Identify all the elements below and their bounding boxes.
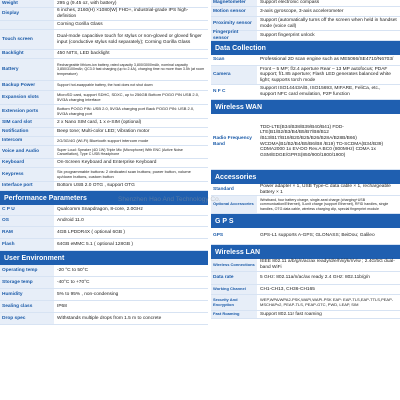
spec-row-sim-card-slot <box>0 119 208 128</box>
spec-row-motion-sensor <box>211 7 400 17</box>
spec-value: Six programmable buttons: 2 dedicated scan buttons; power button, volume up/down buttons, custom button <box>57 168 191 179</box>
spec-label: Extension ports <box>0 105 54 118</box>
spec-row-magnetometer <box>211 0 400 7</box>
spec-value: Support hot-swappable battery, the host does not shut down <box>57 83 153 88</box>
spec-row-ram <box>0 227 208 239</box>
spec-label: SIM card slot <box>0 119 54 127</box>
spec-value: Super Loud: Speaker (4Ω 1W) Triple Mic (Microphone) With ENC (Active Noise Cancellation), Type C USB Headphone <box>57 147 183 156</box>
spec-value: Bottom POGO PIN: USB 2.0, 5V/3A charging port Back POGO PIN: USB 2.0, 5V/3A charging port <box>57 105 195 116</box>
spec-row-flash <box>0 239 208 251</box>
spec-value: Front – 5 MP; f/2.4 aperture Rear – 13 MP autofocus; PDAF support; f/1.85 aperture; Flash LED generates balanced white light; supports torch mode <box>260 66 391 83</box>
spec-label <box>0 21 54 29</box>
spec-label: N F C <box>213 89 226 95</box>
spec-row-data-rate <box>211 272 400 285</box>
spec-label: Flash <box>0 239 54 250</box>
spec-value: Power adapter × 1, USB Type-C data cable × 1, rechargeable battery × 1 <box>260 183 391 195</box>
spec-value: 2 x Nano SIM card, 1 x e-SIM (optional) <box>57 120 142 126</box>
spec-row-extension-ports <box>0 105 208 119</box>
spec-value: IP68 <box>57 303 67 309</box>
spec-label: Proximity sensor <box>211 17 257 30</box>
spec-label: Fingerprint sensor <box>211 31 257 40</box>
spec-row-wireless-connections <box>211 259 400 272</box>
spec-row-interface-port <box>0 182 208 191</box>
spec-value: Qualcomm Snapdragon, 8-core, 2.0GHz <box>57 207 143 213</box>
spec-value: MicroSD card, support SDHC, SDXC, up to 256GB Bottom POGO PIN USB 2.0, 5V/3A charging interface <box>57 91 200 102</box>
spec-value: Dual-mode capacitive touch for stylus or non-gloved or gloved finger input (conductive stylus sold separately); Corning Gorilla Glass <box>57 33 202 45</box>
spec-label: Humidity <box>0 289 54 300</box>
spec-row-touch-screen <box>0 30 208 50</box>
spec-row-proximity-sensor <box>211 17 400 31</box>
spec-value: 6 inches, 2160(H) ×1080(W) FHD+, industrial-grade IPS high-definition <box>57 8 189 19</box>
spec-row-keyboard <box>0 159 208 168</box>
spec-row-voice-and-audio <box>0 146 208 159</box>
spec-row-expansion-slots <box>0 91 208 105</box>
spec-value: 2G/3G/4G (Wi-Fi) Bluetooth support intercom mode <box>57 137 149 143</box>
spec-label: Motion sensor <box>211 7 257 16</box>
spec-row-humidity <box>0 289 208 301</box>
spec-value: IEEE 802.11 a/b/g/n/ac/ax ready/d/e/h/i/j/k/r/v/w ; 2.4G/5G dual-band WiFi <box>260 259 395 270</box>
spec-row-standard <box>211 184 400 196</box>
spec-row-camera <box>211 66 400 85</box>
spec-label: Expansion slots <box>0 91 54 104</box>
spec-value: On-Screen Keyboard and Enterprise Keyboard <box>57 160 157 166</box>
spec-row-backlight <box>0 50 208 59</box>
spec-value: -20 °C to 50°C <box>57 267 89 273</box>
spec-value: Professional 2D scan engine such as ME5066/SE4710/N6703/ <box>260 57 394 63</box>
spec-row-keypress <box>0 168 208 182</box>
spec-label: Data rate <box>211 272 257 284</box>
spec-row-security-and-encryption <box>211 295 400 311</box>
spec-label: Voice and Audio <box>0 146 54 158</box>
section-header-user-environment: User Environment <box>0 251 208 265</box>
section-header-data-collection: Data Collection <box>211 41 400 55</box>
spec-row-corning-gori <box>0 21 208 30</box>
spec-label: Fast Roaming <box>211 311 257 318</box>
spec-label: Operating temp <box>0 265 54 276</box>
spec-row-drop-spec <box>0 313 208 325</box>
spec-value: Support ISO14443A/B, ISO15693, MIFARE, FeliCa, etc., support NFC card emulation, P2P function <box>260 86 381 97</box>
spec-row-weight <box>0 0 208 8</box>
spec-label: Notification <box>0 128 54 136</box>
spec-value: GPS-L1 supports A-GPS; GLONASS; BeiDou; Galileo <box>260 233 375 239</box>
spec-row-working-channel <box>211 285 400 295</box>
section-header-wireless-lan: Wireless LAN <box>211 245 400 259</box>
spec-value: Support (automatically turns off the screen when held in handset mode (voice call) <box>260 17 397 29</box>
spec-value: Rechargeable lithium-ion battery, rated capacity 3,800/3000mAh, nominal capacity 3,850/3100mAh; QC3.0 fast charging (up to 2.4A), charging time no more than 3.5h (at room temperature) <box>57 62 205 76</box>
spec-label: Working Channel <box>211 285 257 294</box>
spec-label: Keypress <box>0 168 54 181</box>
spec-value: Android 11.0 <box>57 218 84 224</box>
spec-label: Interface port <box>0 182 54 190</box>
spec-row-os <box>0 216 208 227</box>
spec-label: Weight <box>0 0 54 7</box>
spec-label: Sealing class <box>0 301 54 312</box>
spec-value: Wristband, four battery charge, single-seat charge (charging+USB communication/Ethernet), 5-unit charge (support Ethernet), RFID handles, single handles, OTG data cable, wireless charging clip, special fingerprint module <box>260 197 389 211</box>
spec-row-radio-frequency-band <box>211 114 400 170</box>
spec-row-n-f-c <box>211 85 400 100</box>
spec-value: 3-axis gyroscope, 3-axis accelerometer <box>260 8 344 14</box>
spec-label: Drop spec <box>0 313 54 324</box>
spec-label: Camera <box>211 66 257 84</box>
spec-row-operating-temp <box>0 265 208 277</box>
spec-label: Display <box>0 8 54 20</box>
spec-label: C P U <box>0 205 54 215</box>
spec-value: Withstands multiple drops from 1.5 m to concrete <box>57 315 162 321</box>
spec-value: WEP,WPA/WPA2-PSK,WAPI,WAPI-PSK EAP: EAP-TLS,EAP-TTLS,PEAP-MSCHAPv2, PEAP-TLS, PEAP-GTC, PWD, LEAP, SIM <box>260 296 394 307</box>
spec-label: Security And Encryption <box>211 295 257 310</box>
section-header-wireless-wan: Wireless WAN <box>211 100 400 114</box>
spec-row-gps <box>211 228 400 245</box>
spec-value: 295 g (9.45 oz, with battery) <box>57 0 117 6</box>
spec-label: Radio Frequency Band <box>213 135 252 147</box>
spec-label: Battery <box>0 59 54 80</box>
section-header-accessories: Accessories <box>211 170 400 184</box>
spec-label: Optional Accessories <box>211 196 257 213</box>
section-header-performance: Performance Parameters <box>0 191 208 205</box>
spec-value: 5 GHz: 802.11a/n/ac/ax ready 2.4 GHz: 802.11b/g/n <box>260 275 370 281</box>
spec-label: OS <box>0 216 54 226</box>
spec-label: Storage temp <box>0 277 54 288</box>
spec-label: Backup Power <box>0 81 54 90</box>
spec-label: Scan <box>213 57 225 63</box>
spec-value: 5% to 95% , non-condensing <box>57 291 119 297</box>
spec-label: Keyboard <box>0 159 54 167</box>
spec-row-storage-temp <box>0 277 208 289</box>
spec-row-display <box>0 8 208 21</box>
spec-label: Wireless Connections <box>211 259 257 271</box>
spec-row-notification <box>0 128 208 137</box>
spec-label: Standard <box>213 186 234 192</box>
spec-value: Corning Gorilla Glass <box>57 22 103 28</box>
spec-value: Support electronic compass <box>260 0 320 6</box>
spec-value: Support fingerprint unlock <box>260 32 315 38</box>
spec-label: Magnetometer <box>211 0 257 6</box>
spec-label: Backlight <box>0 50 54 58</box>
spec-value: -40°C to +70°C <box>57 279 90 285</box>
spec-value: Bottom USB 2.0 OTG , support OTG <box>57 183 135 189</box>
spec-row-intercom <box>0 137 208 146</box>
section-header-gps: G P S <box>211 214 400 228</box>
spec-row-scan <box>211 55 400 66</box>
spec-row-fast-roaming <box>211 311 400 319</box>
spec-row-c-p-u <box>0 205 208 216</box>
spec-value: 450 NITS, LED backlight <box>57 51 110 57</box>
spec-value: Beep tone; Multi-color LED; Vibration motor <box>57 129 150 135</box>
spec-value: 4GB LPDDR4X ( optional 6GB ) <box>57 229 125 235</box>
spec-row-fingerprint-sensor <box>211 31 400 41</box>
spec-label: RAM <box>0 227 54 238</box>
spec-value: TDD-LTE(B34/B38/B39/B40/B41) FDD-LTE(B1/B2/B3/B4/B5/B7/B8/B12 /B13/B17/B19/B20/B25/B26/B28A/B28B/B66) WCDMA(B1/B2/B4/B5/B6/B8 /B19) TD-SCDMA(B34/B39) CDMA2000 1x EV-DO Rev.A BC0 (800MHz) CDMA 1x GSM/EDGE/GPRS(850/900/1800/1900) <box>260 124 384 158</box>
spec-row-battery <box>0 59 208 81</box>
spec-row-backup-power <box>0 81 208 91</box>
spec-value: CH1-CH13, CH36-CH165 <box>260 286 315 292</box>
spec-row-sealing-class <box>0 301 208 313</box>
spec-value: Support 802.11r fast roaming <box>260 311 322 317</box>
spec-value: 64GB eMMC 5.1 ( optional 128GB ) <box>57 241 133 247</box>
watermark: Shenzhen Hao And Technology Co. <box>118 196 221 203</box>
spec-label: GPS <box>213 233 224 239</box>
spec-label: Touch screen <box>0 30 54 49</box>
spec-row-optional-accessories <box>211 196 400 214</box>
right-spec-column <box>211 0 400 400</box>
spec-label: Intercom <box>0 137 54 145</box>
